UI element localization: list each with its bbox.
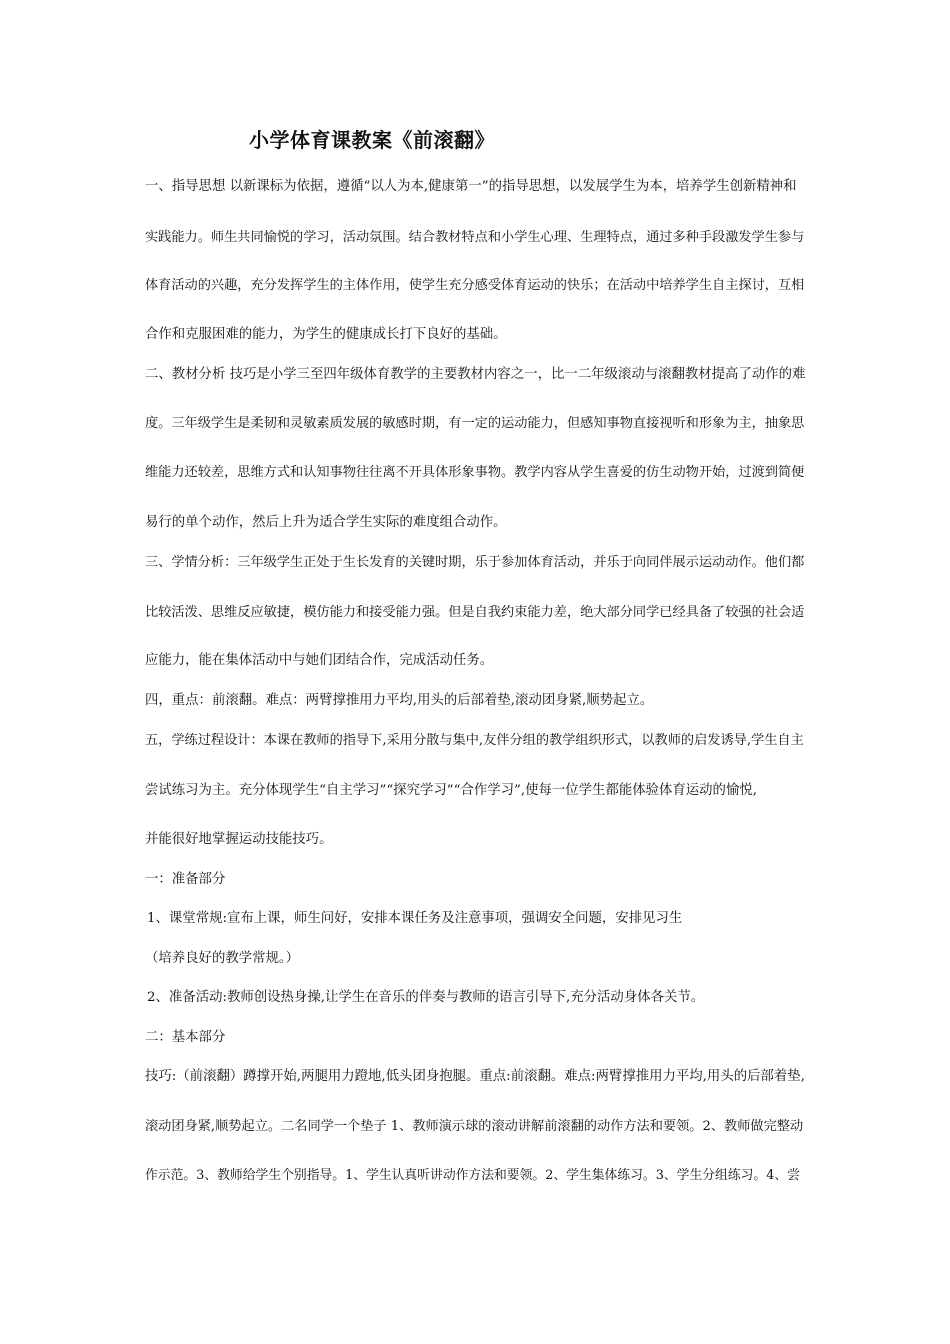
section-heading: 二：基本部分 (145, 1030, 226, 1045)
text-line: 体育活动的兴趣，充分发挥学生的主体作用，使学生充分感受体育运动的快乐；在活动中培养学生自主探讨，互相 (145, 278, 805, 293)
text-line: 尝试练习为主。充分体现学生“自主学习”“探究学习”“合作学习”,使每一位学生都能体验体育运动的愉悦, (145, 783, 757, 798)
text-line: 作示范。3、教师给学生个别指导。1、学生认真听讲动作方法和要领。2、学生集体练习。3、学生分组练习。4、尝 (145, 1168, 800, 1183)
text-line: 度。三年级学生是柔韧和灵敏素质发展的敏感时期，有一定的运动能力，但感知事物直接视听和形象为主，抽象思 (145, 416, 805, 431)
text-line: 合作和克服困难的能力，为学生的健康成长打下良好的基础。 (145, 327, 507, 342)
text-line: 技巧:（前滚翻）蹲撑开始,两腿用力蹬地,低头团身抱腿。重点:前滚翻。难点:两臂撑推用力平均,用头的后部着垫, (145, 1069, 805, 1084)
text-line: 五，学练过程设计：本课在教师的指导下,采用分散与集中,友伴分组的教学组织形式，以教师的启发诱导,学生自主 (145, 733, 804, 748)
text-line: 实践能力。师生共同愉悦的学习，活动氛围。结合教材特点和小学生心理、生理特点，通过多种手段激发学生参与 (145, 230, 805, 245)
text-line: 2、准备活动:教师创设热身操,让学生在音乐的伴奏与教师的语言引导下,充分活动身体各关节。 (147, 990, 705, 1005)
text-line: 并能很好地掌握运动技能技巧。 (145, 832, 333, 847)
text-line: 易行的单个动作，然后上升为适合学生实际的难度组合动作。 (145, 515, 507, 530)
text-line: （培养良好的教学常规。） (145, 951, 299, 966)
section-heading: 一：准备部分 (145, 872, 226, 887)
text-line: 滚动团身紧,顺势起立。二名同学一个垫子 1、教师演示球的滚动讲解前滚翻的动作方法和要领。2、教师做完整动 (145, 1119, 804, 1134)
text-line: 比较活泼、思维反应敏捷，模仿能力和接受能力强。但是自我约束能力差，绝大部分同学已经具备了较强的社会适 (145, 605, 805, 620)
document-title: 小学体育课教案《前滚翻》 (249, 128, 495, 152)
text-line: 一、指导思想 以新课标为依据，遵循“以人为本,健康第一”的指导思想，以发展学生为本，培养学生创新精神和 (145, 179, 797, 194)
text-line: 1、课堂常规:宣布上课，师生问好，安排本课任务及注意事项，强调安全问题，安排见习生 (147, 911, 683, 926)
text-line: 二、教材分析 技巧是小学三至四年级体育教学的主要教材内容之一，比一二年级滚动与滚翻教材提高了动作的难 (145, 367, 806, 382)
text-line: 三、学情分析：三年级学生正处于生长发育的关键时期，乐于参加体育活动，并乐于向同伴展示运动动作。他们都 (145, 555, 805, 570)
text-line: 应能力，能在集体活动中与她们团结合作，完成活动任务。 (145, 653, 494, 668)
text-line: 维能力还较差，思维方式和认知事物往往离不开具体形象事物。教学内容从学生喜爱的仿生动物开始，过渡到简便 (145, 465, 805, 480)
text-line: 四，重点：前滚翻。难点：两臂撑推用力平均,用头的后部着垫,滚动团身紧,顺势起立。 (145, 693, 654, 708)
